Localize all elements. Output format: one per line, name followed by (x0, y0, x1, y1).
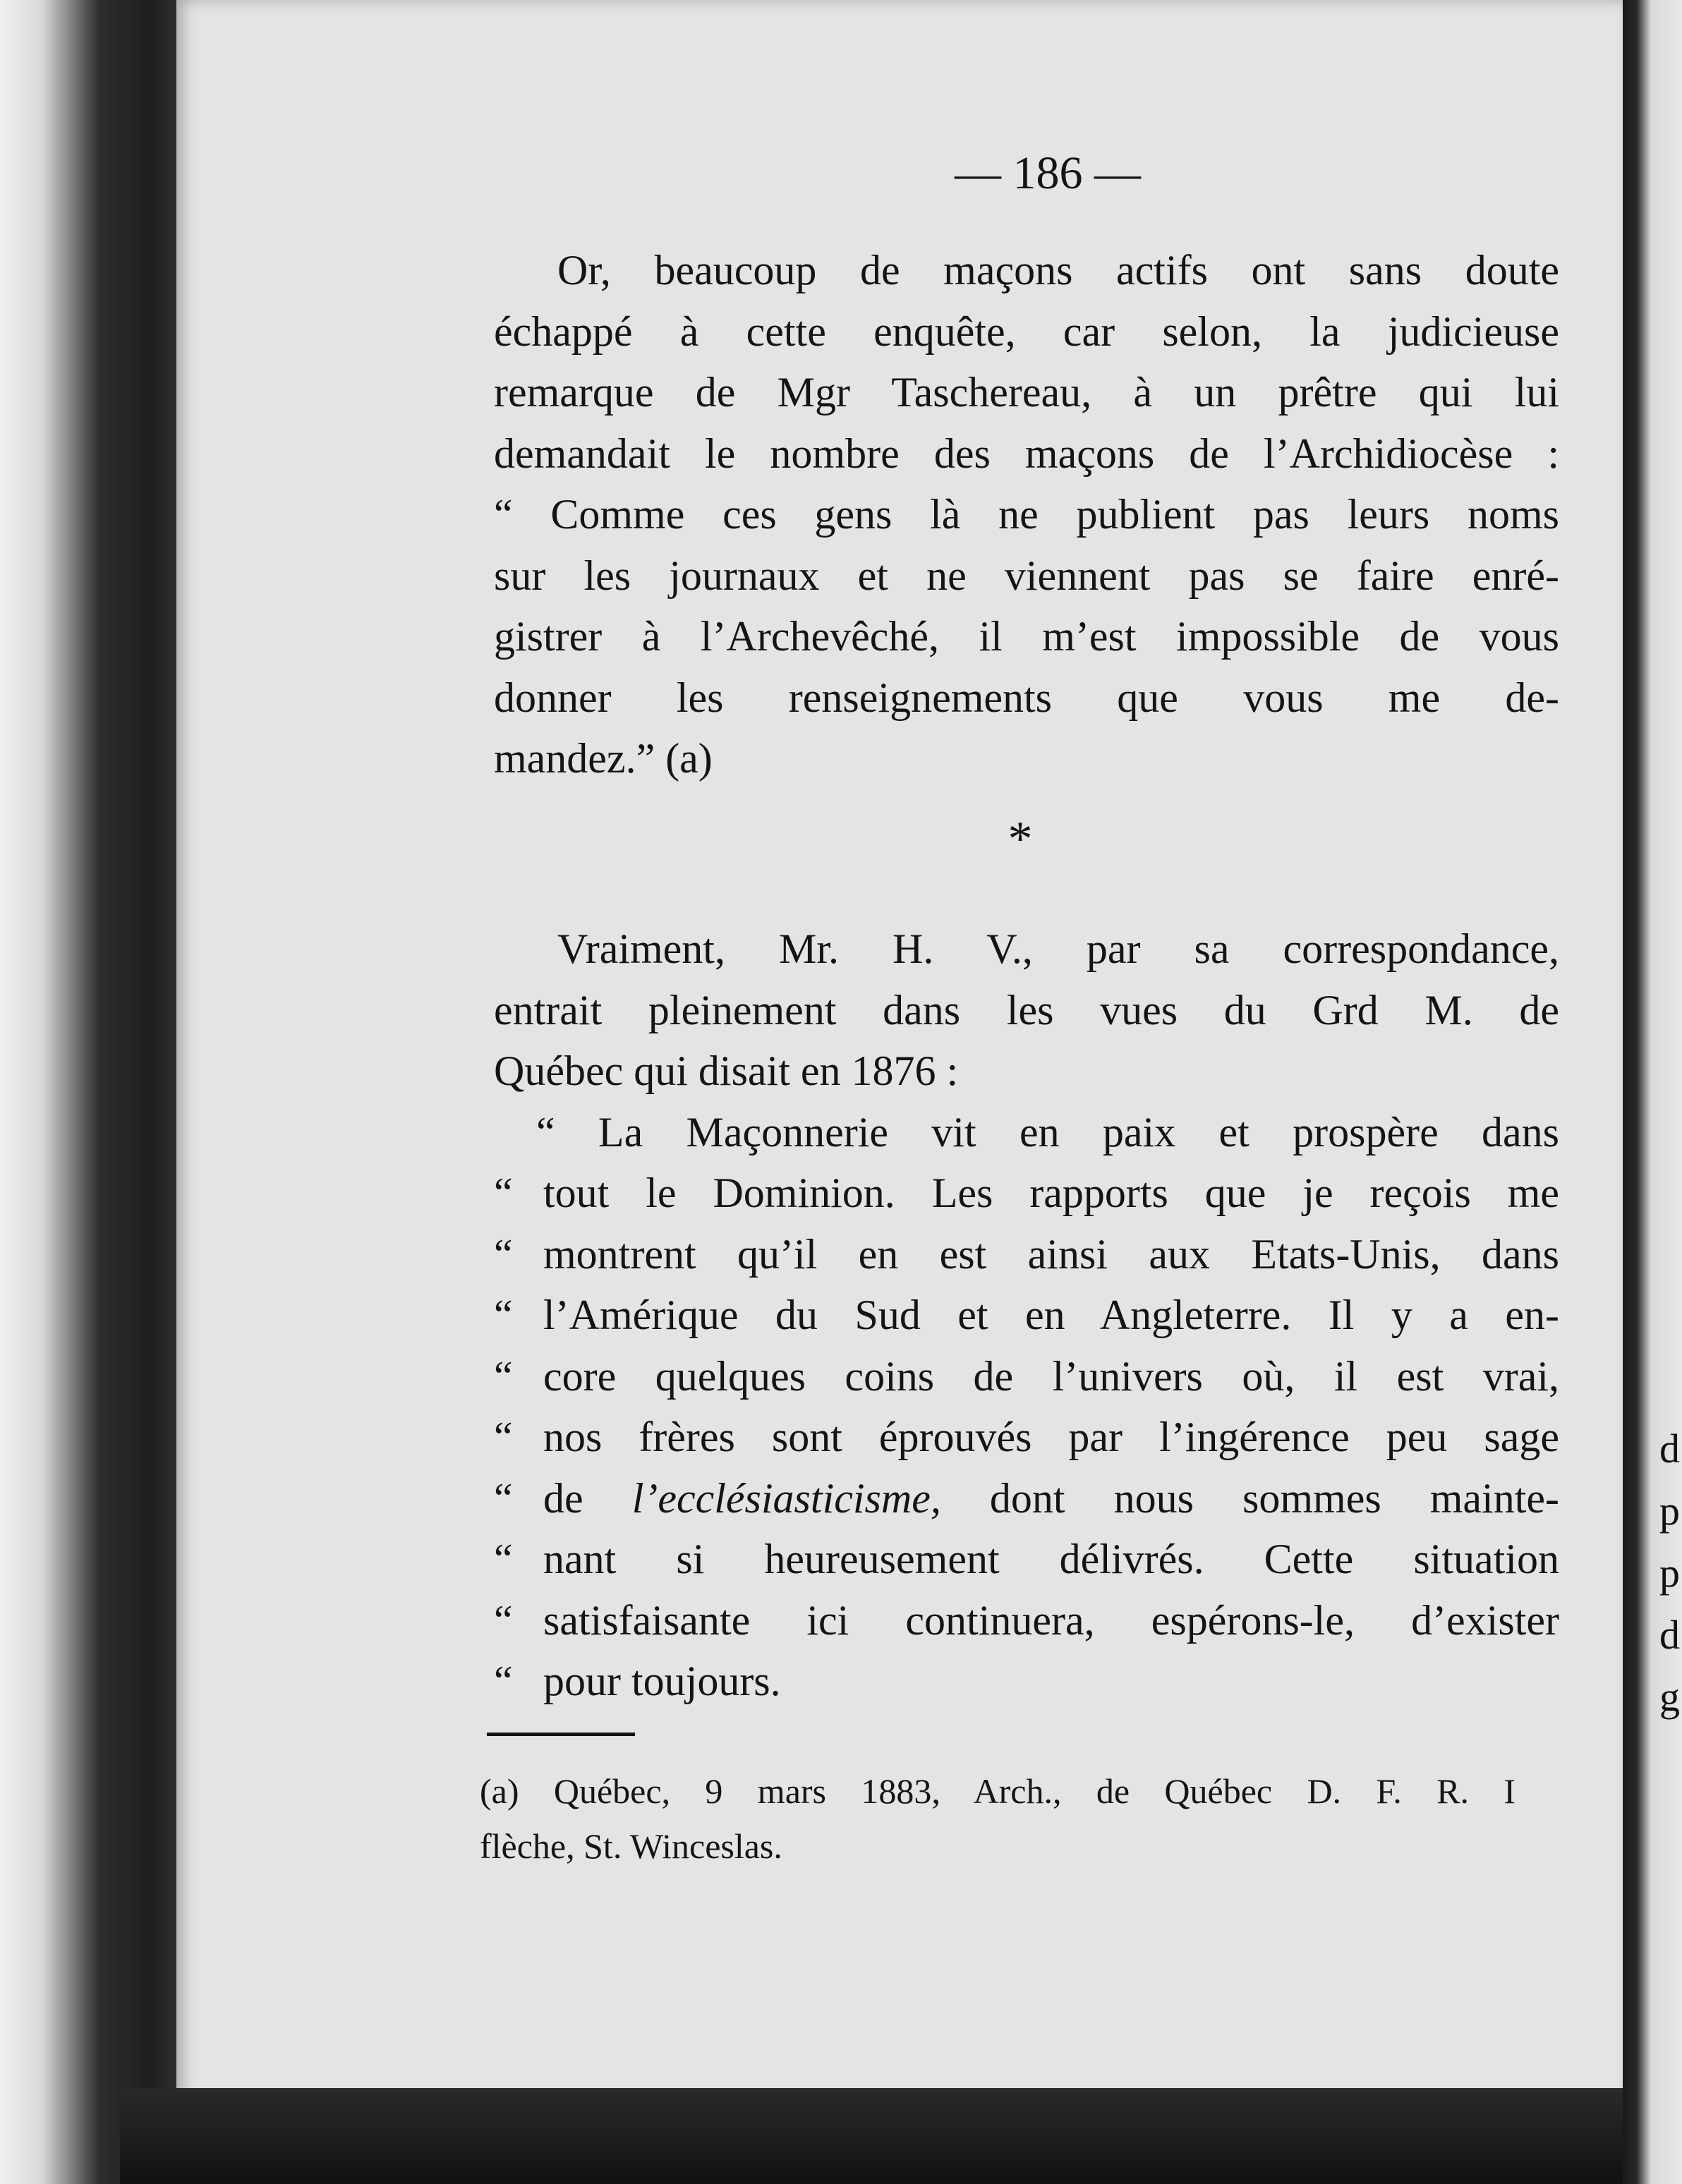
next-page-letter: d (1659, 1426, 1680, 1472)
quote-line (494, 1468, 1559, 1529)
text-line: donner les renseignements que vous me de- (494, 674, 1559, 721)
quote-text: l’Amérique du Sud et en Angleterre. Il y a en- (543, 1292, 1559, 1338)
quote-text: satisfaisante ici continuera, espérons-le, d’exister (543, 1596, 1559, 1644)
quote-line (494, 1224, 1559, 1285)
book-spine-edge (0, 0, 176, 2184)
quote-mark: “ (494, 1474, 513, 1522)
next-page-letter: d (1659, 1612, 1680, 1658)
quotation (494, 1102, 1559, 1712)
quote-mark: “ (494, 1414, 513, 1460)
quote-line (494, 1285, 1559, 1346)
quote-line (494, 1346, 1559, 1407)
quote-mark: “ (494, 1536, 513, 1582)
main-text-2 (494, 918, 1559, 1712)
page-bottom-shadow (120, 2088, 1682, 2184)
quote-line: “ La Maçonnerie vit en paix et prospère dans (536, 1108, 1559, 1155)
text-line: remarque de Mgr Taschereau, à un prêtre qui lui (494, 369, 1559, 415)
text-line: entrait pleinement dans les vues du Grd M. de (494, 986, 1559, 1033)
text-line: demandait le nombre des maçons de l’Archidiocèse : (494, 430, 1559, 477)
text-line: Vraiment, Mr. H. V., par sa correspondance, (557, 926, 1559, 972)
quote-text: de (543, 1474, 583, 1522)
next-page-letter: g (1659, 1674, 1680, 1720)
quote-mark: “ (494, 1230, 513, 1278)
text-line: “ Comme ces gens là ne publient pas leurs noms (494, 491, 1559, 538)
quote-line (494, 1407, 1559, 1468)
footnote-line: flèche, St. Winceslas. (480, 1826, 782, 1866)
text-line: sur les journaux et ne viennent pas se faire enré- (494, 552, 1559, 599)
paragraph-2 (494, 918, 1559, 1102)
next-page-letter: p (1659, 1550, 1680, 1596)
italic-term: l’ecclésiasticisme, (631, 1474, 941, 1522)
quote-mark: “ (494, 1170, 513, 1216)
quote-line (494, 1529, 1559, 1590)
footnote-rule (487, 1733, 635, 1736)
paragraph-1 (494, 240, 1559, 789)
page-number: — 186 — (955, 147, 1141, 199)
quote-text: pour toujours. (543, 1658, 781, 1704)
next-page-letters (1659, 1418, 1682, 1728)
next-page-letter: p (1659, 1488, 1680, 1534)
text-line: échappé à cette enquête, car selon, la judicieuse (494, 308, 1559, 355)
text-line: Québec qui disait en 1876 : (494, 1048, 959, 1094)
quote-mark: “ (494, 1292, 513, 1338)
text-line: Or, beaucoup de maçons actifs ont sans doute (557, 247, 1559, 293)
text-line: gistrer à l’Archevêché, il m’est impossible de vous (494, 613, 1559, 660)
quote-line (494, 1590, 1559, 1651)
quote-text: nant si heureusement délivrés. Cette situation (543, 1536, 1559, 1582)
section-asterism: * (1008, 812, 1033, 866)
footnote-line: (a) Québec, 9 mars 1883, Arch., de Québec D. F. R. I (480, 1771, 1515, 1811)
footnote (480, 1764, 1515, 1874)
main-text (494, 240, 1559, 789)
quote-line (494, 1163, 1559, 1224)
quote-text: dont nous sommes mainte- (989, 1474, 1559, 1522)
quote-mark: “ (494, 1352, 513, 1400)
quote-text: montrent qu’il en est ainsi aux Etats-Unis, dans (543, 1230, 1559, 1278)
quote-mark: “ (494, 1658, 513, 1704)
quote-line (494, 1651, 1559, 1712)
text-line: mandez.” (a) (494, 735, 713, 782)
quote-mark: “ (494, 1596, 513, 1644)
quote-text: nos frères sont éprouvés par l’ingérence peu sage (543, 1414, 1559, 1460)
quote-text: tout le Dominion. Les rapports que je reçois me (543, 1170, 1559, 1216)
next-page-edge (1623, 0, 1682, 2184)
quote-text: core quelques coins de l’univers où, il est vrai, (543, 1352, 1559, 1400)
